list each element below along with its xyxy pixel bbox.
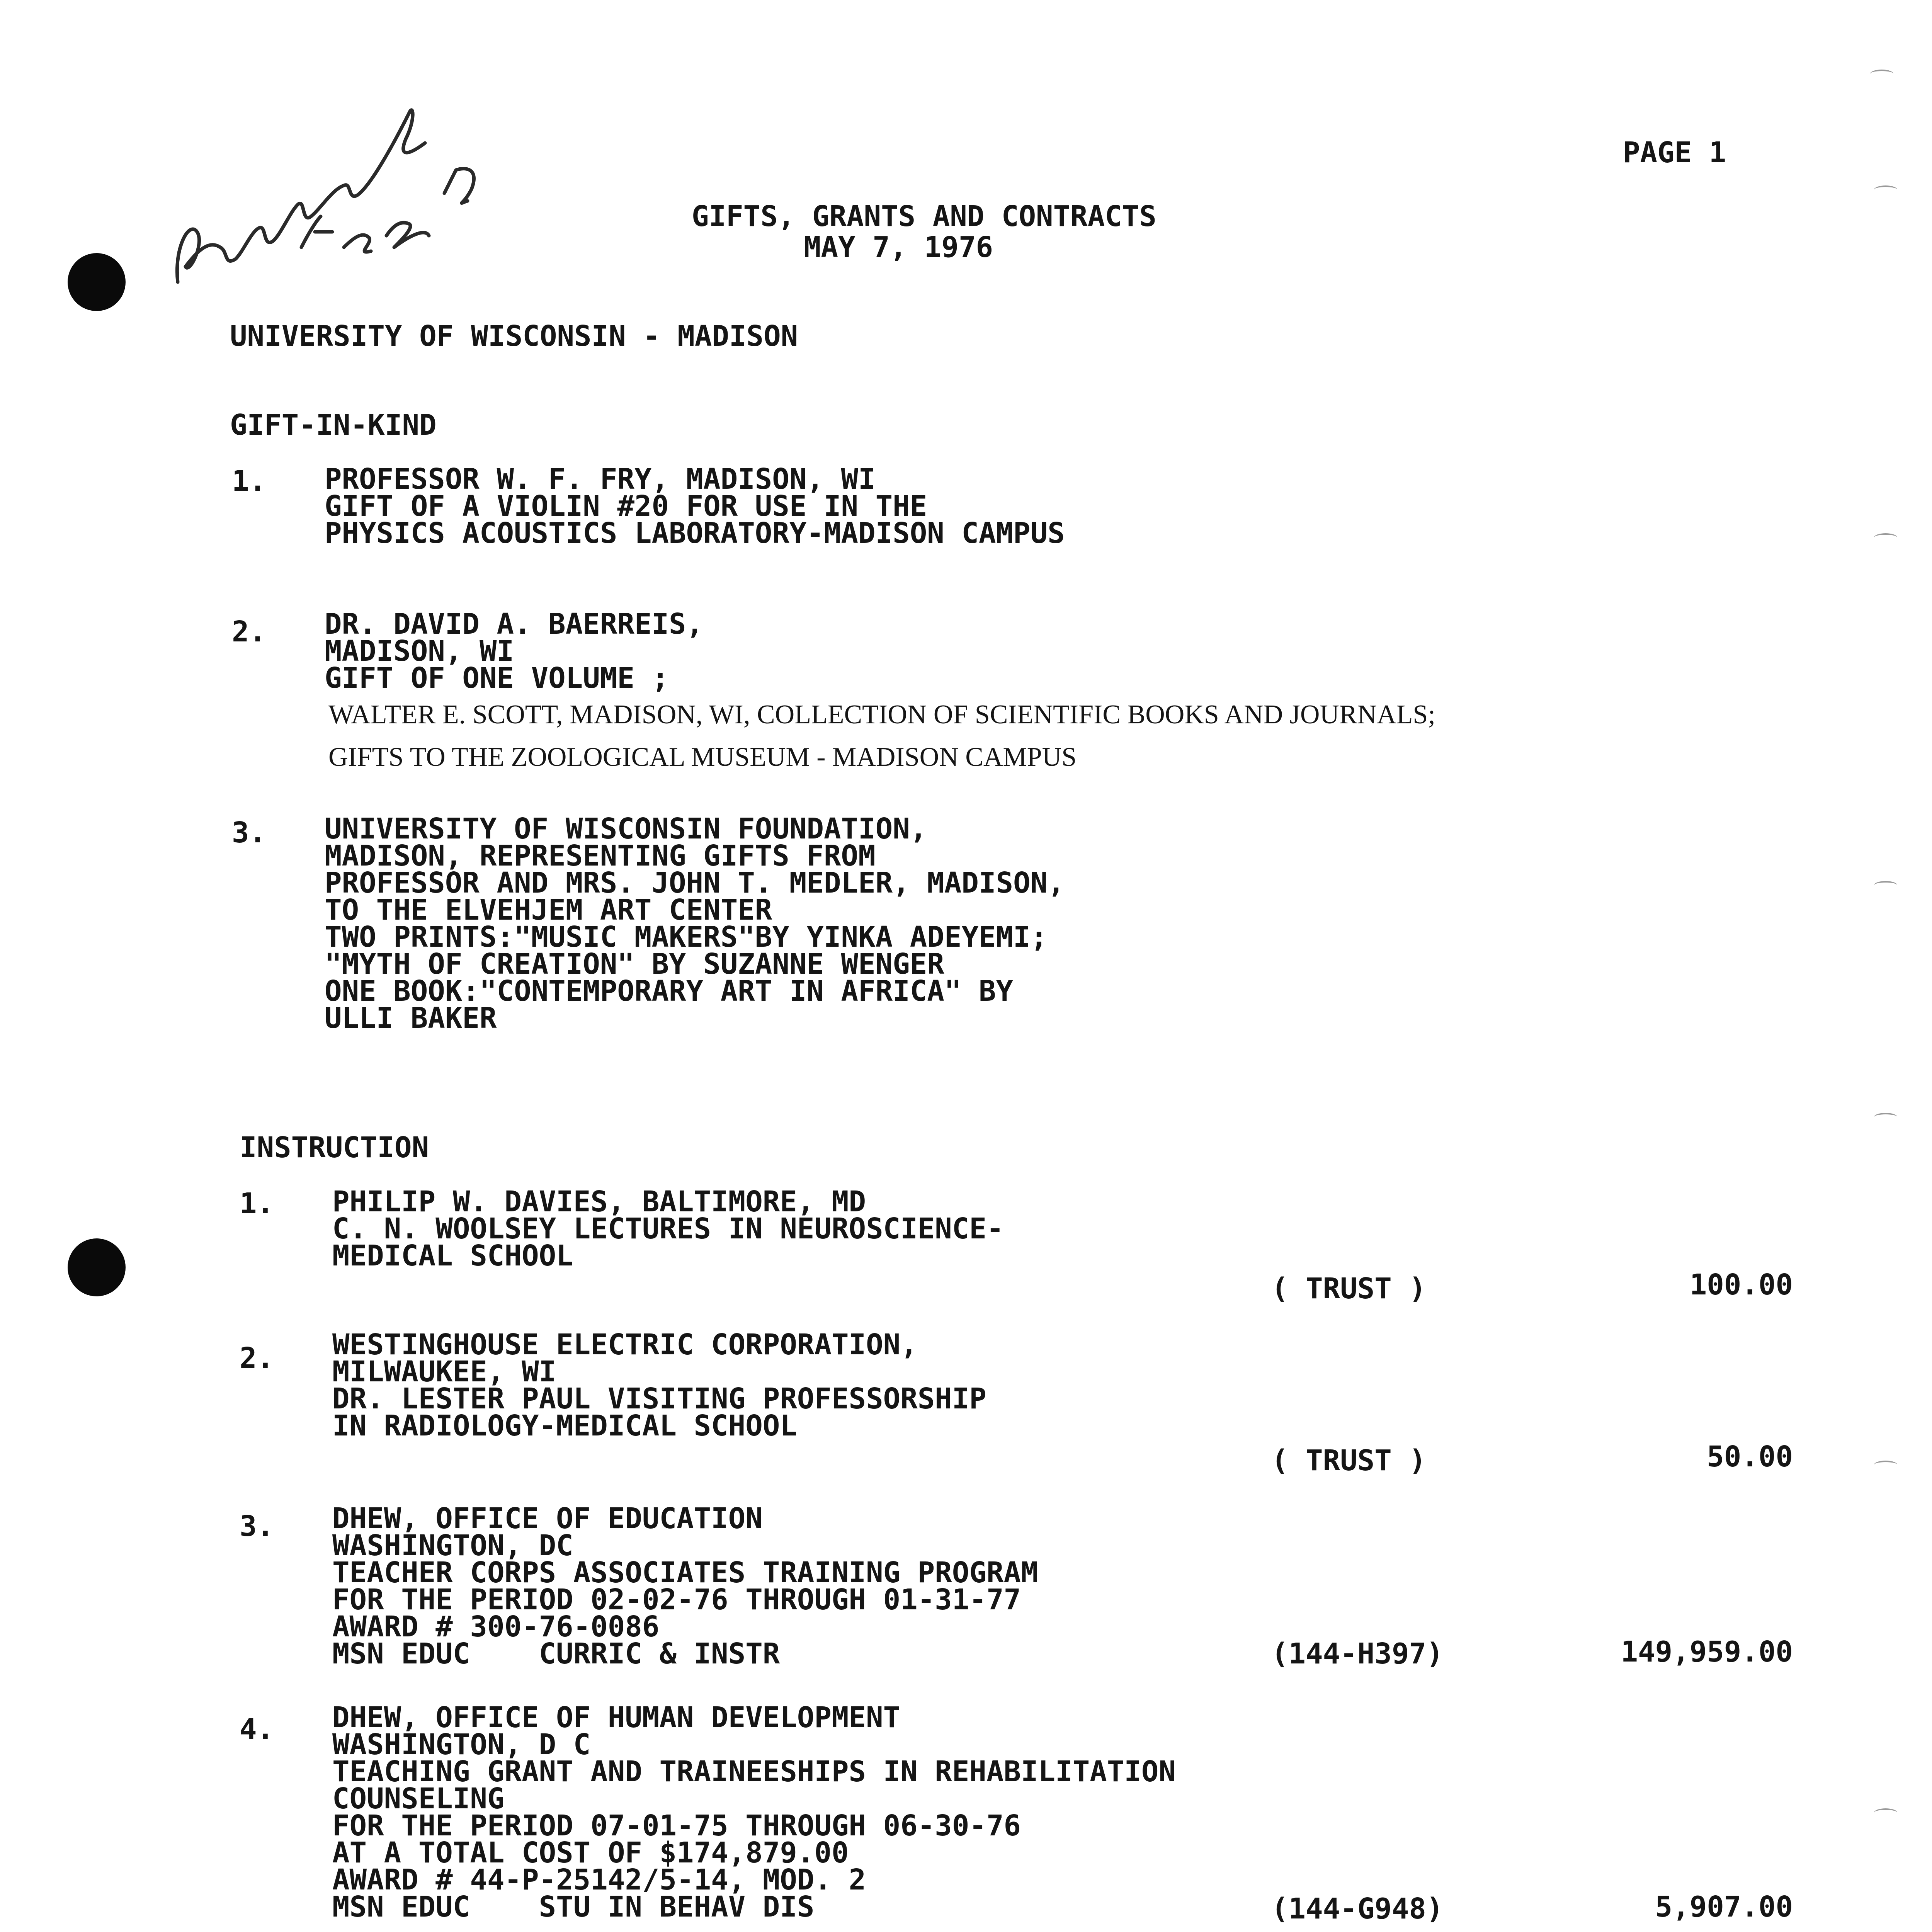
- gift-item-line: PROFESSOR W. F. FRY, MADISON, WI: [325, 463, 876, 496]
- instruction-item-line: IN RADIOLOGY-MEDICAL SCHOOL: [332, 1409, 797, 1442]
- instruction-item-line: C. N. WOOLSEY LECTURES IN NEUROSCIENCE-: [332, 1212, 1004, 1245]
- institution-name: UNIVERSITY OF WISCONSIN - MADISON: [230, 320, 798, 353]
- instruction-item-2: [332, 1328, 986, 1442]
- typed-insert-line: GIFTS TO THE ZOOLOGICAL MUSEUM - MADISON CAMPUS: [328, 742, 1077, 772]
- document-date: MAY 7, 1976: [804, 231, 993, 264]
- award-amount: 5,907.00: [1655, 1890, 1793, 1923]
- gift-item-line: ULLI BAKER: [325, 1002, 497, 1035]
- gift-item-line: GIFT OF A VIOLIN #20 FOR USE IN THE: [325, 490, 927, 523]
- edge-mark: [1870, 70, 1893, 78]
- edge-mark: [1874, 1808, 1897, 1817]
- instruction-item-line: DHEW, OFFICE OF EDUCATION: [332, 1502, 763, 1535]
- gift-item-line: PHYSICS ACOUSTICS LABORATORY-MADISON CAMPUS: [325, 517, 1065, 550]
- instruction-item-line: FOR THE PERIOD 02-02-76 THROUGH 01-31-77: [332, 1583, 1021, 1616]
- instruction-item-line: WASHINGTON, D C: [332, 1728, 591, 1761]
- fund-code: (144-G948): [1271, 1892, 1444, 1925]
- gift-item-line: ONE BOOK:"CONTEMPORARY ART IN AFRICA" BY: [325, 975, 1014, 1008]
- gift-item-line: TO THE ELVEHJEM ART CENTER: [325, 893, 772, 927]
- instruction-item-3: [332, 1502, 1038, 1670]
- instruction-item-line: AWARD # 44-P-25142/5-14, MOD. 2: [332, 1863, 866, 1896]
- instruction-item-line: WASHINGTON, DC: [332, 1529, 573, 1562]
- instruction-item-number: 1.: [240, 1187, 274, 1220]
- section-heading-gift-in-kind: GIFT-IN-KIND: [230, 408, 437, 442]
- page-number: PAGE 1: [1623, 136, 1726, 169]
- punch-hole-top: [68, 253, 126, 311]
- instruction-item-number: 3.: [240, 1510, 274, 1543]
- gift-item-line: TWO PRINTS:"MUSIC MAKERS"BY YINKA ADEYEMI;: [325, 920, 1048, 954]
- document-title: GIFTS, GRANTS AND CONTRACTS: [692, 200, 1156, 233]
- gift-item-line: MADISON, WI: [325, 634, 514, 668]
- award-amount: 50.00: [1707, 1440, 1793, 1473]
- gift-item-number: 2.: [232, 615, 267, 648]
- instruction-item-line: FOR THE PERIOD 07-01-75 THROUGH 06-30-76: [332, 1809, 1021, 1842]
- instruction-item-line: TEACHER CORPS ASSOCIATES TRAINING PROGRAM: [332, 1556, 1038, 1589]
- handwritten-note-image: [162, 66, 510, 298]
- punch-hole-middle: [68, 1238, 126, 1296]
- instruction-item-line: TEACHING GRANT AND TRAINEESHIPS IN REHABILITATION: [332, 1755, 1176, 1788]
- gift-item-line: MADISON, REPRESENTING GIFTS FROM: [325, 839, 876, 872]
- gift-item-line: UNIVERSITY OF WISCONSIN FOUNDATION,: [325, 812, 927, 845]
- gift-item-line: DR. DAVID A. BAERREIS,: [325, 607, 704, 641]
- edge-mark: [1874, 533, 1897, 542]
- instruction-item-number: 2.: [240, 1342, 274, 1375]
- instruction-item-line: PHILIP W. DAVIES, BALTIMORE, MD: [332, 1185, 866, 1218]
- gift-item-1: [325, 463, 1065, 550]
- fund-code: (144-H397): [1271, 1637, 1444, 1670]
- instruction-item-line: DR. LESTER PAUL VISITING PROFESSORSHIP: [332, 1382, 986, 1415]
- gift-item-3: [325, 812, 1065, 1035]
- gift-item-line: "MYTH OF CREATION" BY SUZANNE WENGER: [325, 947, 944, 981]
- gift-item-line: PROFESSOR AND MRS. JOHN T. MEDLER, MADISON,: [325, 866, 1065, 900]
- fund-code: ( TRUST ): [1271, 1444, 1426, 1477]
- gift-item-line: GIFT OF ONE VOLUME ;: [325, 662, 669, 695]
- fund-code: ( TRUST ): [1271, 1272, 1426, 1305]
- award-amount: 149,959.00: [1621, 1635, 1793, 1668]
- section-heading-instruction: INSTRUCTION: [240, 1131, 429, 1164]
- edge-mark: [1874, 1461, 1897, 1469]
- instruction-item-line: AT A TOTAL COST OF $174,879.00: [332, 1836, 849, 1869]
- typed-insert-line: WALTER E. SCOTT, MADISON, WI, COLLECTION OF SCIENTIFIC BOOKS AND JOURNALS;: [328, 700, 1435, 730]
- instruction-item-line: MSN EDUC STU IN BEHAV DIS: [332, 1890, 815, 1923]
- instruction-item-line: MSN EDUC CURRIC & INSTR: [332, 1637, 780, 1670]
- instruction-item-line: COUNSELING: [332, 1782, 505, 1815]
- gift-item-number: 3.: [232, 816, 267, 849]
- instruction-item-1: [332, 1185, 1004, 1272]
- instruction-item-4: [332, 1701, 1176, 1923]
- instruction-item-number: 4.: [240, 1713, 274, 1746]
- instruction-item-line: WESTINGHOUSE ELECTRIC CORPORATION,: [332, 1328, 918, 1361]
- instruction-item-line: MILWAUKEE, WI: [332, 1355, 556, 1388]
- instruction-item-line: MEDICAL SCHOOL: [332, 1239, 573, 1272]
- edge-mark: [1874, 185, 1897, 194]
- edge-mark: [1874, 1113, 1897, 1121]
- gift-item-number: 1.: [232, 464, 267, 498]
- instruction-item-line: AWARD # 300-76-0086: [332, 1610, 660, 1643]
- instruction-item-line: DHEW, OFFICE OF HUMAN DEVELOPMENT: [332, 1701, 901, 1734]
- award-amount: 100.00: [1689, 1268, 1793, 1301]
- gift-item-2: [325, 607, 704, 695]
- edge-mark: [1874, 881, 1897, 889]
